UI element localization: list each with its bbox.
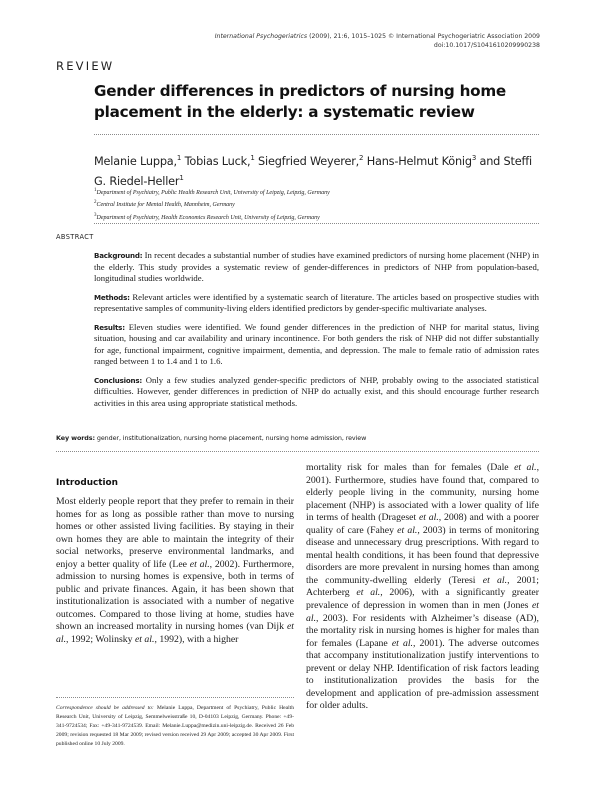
body-text: , 2001). Furthermore, studies have found that, compared to elderly people living in the community, nursing home placement (NHP) is associated with a lower quality of life in terms of health (Drageset bbox=[306, 462, 539, 524]
body-text: , 2006), with a significantly greater prevalence of depression in women than in men (Jones bbox=[306, 587, 539, 612]
body-text: , 2003) in terms of monitoring disease and unnecessary drug prescriptions. With regard to mental health conditions, it has been found that depressive disorders are more prevalent in nursing homes than among the community-dwelling elderly (Teresi bbox=[306, 524, 539, 586]
conclusions-text: Only a few studies analyzed gender-specific predictors of NHP, probably owing to the associated statistical difficulties. However, gender differences in prediction of NHP do actually exist, and this should encourage further research activities in this area using appropriate statistical methods. bbox=[94, 374, 539, 408]
conclusions-label: Conclusions: bbox=[94, 375, 143, 385]
doi: doi:10.1017/S1041610209990238 bbox=[433, 42, 540, 49]
citation-et-al: et al. bbox=[391, 637, 413, 649]
affiliation-marker: 2 bbox=[94, 200, 97, 206]
copyright-symbol: © bbox=[387, 33, 395, 40]
citation-et-al: et al. bbox=[356, 587, 381, 599]
article-title: Gender differences in predictors of nursing home placement in the elderly: a systematic review bbox=[94, 82, 506, 121]
author-list bbox=[94, 150, 539, 190]
keywords-text: gender, institutionalization, nursing home placement, nursing home admission, review bbox=[94, 434, 367, 442]
affiliation-text: Department of Psychiatry, Health Economics Research Unit, University of Leipzig, Germany bbox=[96, 214, 320, 221]
citation-et-al: et al. bbox=[189, 558, 210, 570]
citation-et-al: et al. bbox=[306, 600, 539, 624]
keywords-label: Key words: bbox=[56, 434, 95, 442]
author-affiliation-marker: 1 bbox=[176, 154, 182, 162]
author-affiliation-marker: 1 bbox=[250, 154, 255, 162]
title-divider bbox=[94, 134, 539, 135]
introduction-heading: Introduction bbox=[56, 478, 118, 488]
citation-line bbox=[215, 32, 540, 41]
background-label: Background: bbox=[94, 251, 143, 260]
author-name: Tobias Luck, bbox=[181, 154, 251, 168]
affiliation-list bbox=[94, 186, 539, 223]
keywords bbox=[56, 434, 546, 442]
results-label: Results: bbox=[94, 322, 125, 332]
citation-et-al: et al. bbox=[514, 462, 537, 473]
journal-name: International Psychogeriatrics bbox=[214, 33, 308, 40]
abstract-conclusions bbox=[94, 375, 539, 410]
body-text: mortality risk for males than for females (Dale bbox=[306, 462, 515, 473]
author-name: and Steffi G. Riedel-Heller bbox=[94, 154, 532, 188]
affiliation bbox=[94, 211, 539, 223]
citation-et-al: et al. bbox=[134, 634, 155, 646]
abstract-results bbox=[94, 322, 539, 368]
citation-et-al: et al. bbox=[418, 512, 439, 524]
footnote-divider bbox=[56, 697, 294, 698]
background-text: In recent decades a substantial number of studies have examined predictors of nursing home placement (NHP) in the elderly. This study provides a systematic review of gender-differences in predictors of NHP from population-based, longitudinal studies worldwide. bbox=[94, 250, 539, 283]
author-affiliation-marker: 3 bbox=[471, 154, 477, 162]
author-name: Hans-Helmut König bbox=[363, 154, 472, 168]
correspondence-footnote bbox=[56, 704, 294, 749]
affiliation-text: Department of Psychiatry, Public Health Research Unit, University of Leipzig, Leipzig, Germany bbox=[96, 190, 330, 196]
citation: (2009), 21:6, 1015–1025 bbox=[307, 33, 388, 40]
author-affiliation-marker: 2 bbox=[359, 154, 364, 162]
body-text: , 2002). Furthermore, admission to nursing homes is expensive, both in terms of public and private finances. Again, it has been shown that institutionalization is associated with a number of negative outcomes. Compared to those living at home, studies have shown an increased mortality in nursing homes (van Dijk bbox=[56, 558, 295, 633]
correspondence-label: Correspondence should be addressed to: bbox=[56, 705, 154, 711]
abstract bbox=[94, 250, 539, 416]
body-text: , 2001). The adverse outcomes that accompany institutionalization justify interventions to prevent or delay NHP. Identification of risk factors leading to institutionalization provides the basis for the development and application of pre-admission assessment for older adults. bbox=[306, 637, 540, 712]
affiliation-text: Central Institute for Mental Health, Mannheim, Germany bbox=[96, 202, 235, 209]
section-label: REVIEW bbox=[56, 59, 115, 73]
body-text: , 2003). For residents with Alzheimer’s disease (AD), the mortality risk in nursing homes is higher for males than for females (Lapane bbox=[306, 612, 539, 649]
body-text: , 1992), with a higher bbox=[154, 634, 239, 646]
author-name: Siegfried Weyerer, bbox=[254, 154, 360, 168]
body-text: , 2008) and with a poorer quality of care (Fahey bbox=[306, 512, 539, 536]
affiliation bbox=[94, 186, 539, 198]
author-name: Melanie Luppa, bbox=[94, 154, 177, 168]
affiliation-divider bbox=[94, 223, 539, 224]
copyright: International Psychogeriatric Association 2009 bbox=[394, 33, 540, 40]
affiliation-marker: 3 bbox=[94, 212, 97, 218]
intro-left-column bbox=[56, 496, 294, 647]
abstract-background bbox=[94, 250, 539, 285]
methods-label: Methods: bbox=[94, 292, 130, 302]
affiliation-marker: 1 bbox=[94, 188, 97, 193]
journal-header bbox=[215, 32, 540, 50]
author-affiliation-marker: 1 bbox=[179, 173, 184, 182]
body-text: , 2001; Achterberg bbox=[306, 574, 539, 599]
correspondence-text: Melanie Luppa, Department of Psychiatry, Public Health Research Unit, University of Leipzig, Semmelweisstraße 10, D-04103 Leipzig, Germany. Phone: +49-341-9724534; Fax: +49-341-9724539. Email: Melanie.Luppa@medizin.uni-leipzig.de. Received 26 Feb 2009; revision requested 18 Mar 2009; revised version received 29 Apr 2009; accepted 30 Apr 2009. First published online 10 July 2009. bbox=[56, 705, 295, 747]
body-text: Most elderly people report that they prefer to remain in their homes for as long as possible rather than move to nursing homes or other assisted living facilities. By staying in their own homes they are able to maintain the integrity of their social networks, preserve environmental landmarks, and enjoy a better quality of life (Lee bbox=[56, 496, 294, 570]
abstract-heading: ABSTRACT bbox=[56, 233, 94, 241]
keywords-divider bbox=[56, 451, 539, 452]
body-text: , 1992; Wolinsky bbox=[66, 634, 135, 646]
affiliation bbox=[94, 198, 539, 210]
methods-text: Relevant articles were identified by a systematic search of literature. The articles based on prospective studies with representative samples of community-living elders identified predictors by gender-specific multivariate analyses. bbox=[94, 291, 539, 313]
abstract-methods bbox=[94, 292, 539, 315]
results-text: Eleven studies were identified. We found gender differences in the prediction of NHP for marital status, living situation, housing and car availability and urinary incontinence. For both genders the risk of NHP did not differ substantially for age, functional impairment, cognitive impairment, dementia, and depression. The male to female ratio of admission rates ranged between 1 to 1.4 and 1 to 1.6. bbox=[94, 321, 539, 366]
citation-et-al: et al. bbox=[56, 621, 294, 646]
intro-right-column bbox=[306, 462, 539, 713]
citation-et-al: et al. bbox=[397, 524, 418, 536]
citation-et-al: et al. bbox=[482, 574, 508, 586]
